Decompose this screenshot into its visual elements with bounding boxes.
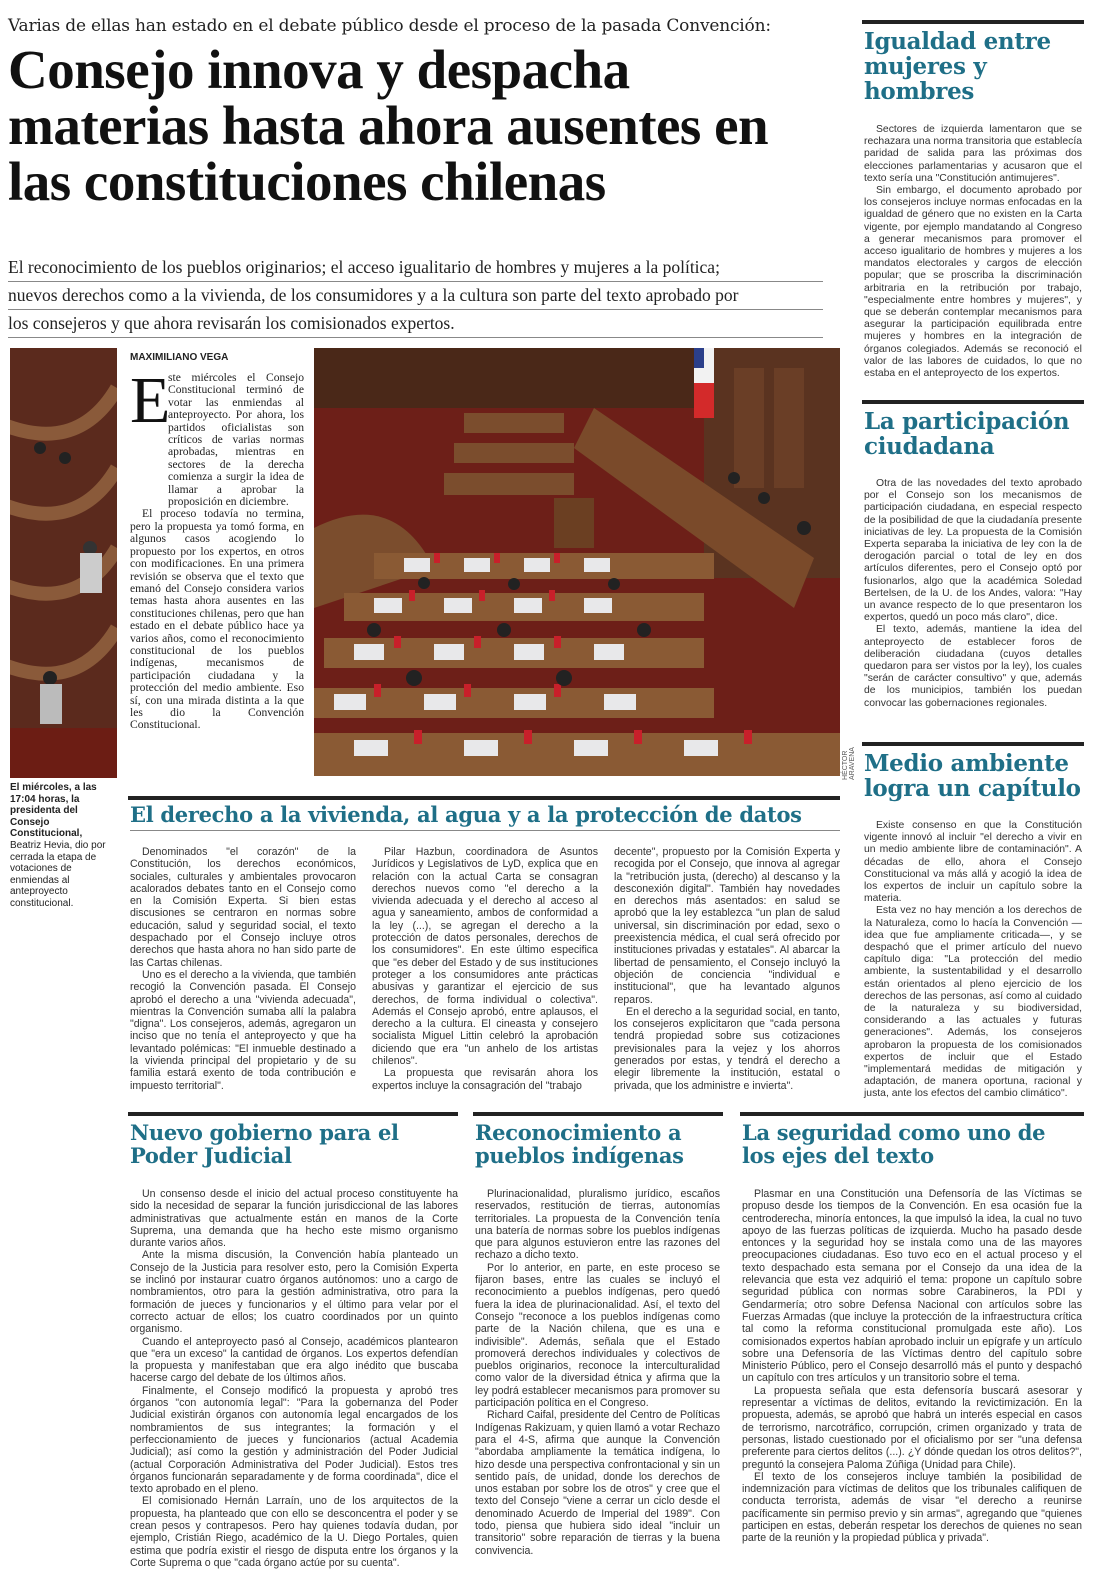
byline: MAXIMILIANO VEGA [130,352,229,363]
lead-paragraph-1: ste miércoles el Consejo Constitucional terminó de votar las enmiendas al anteproyecto. Por ahora, los partidos oficialistas son críticos de varias normas aprobadas, mientras en sectores de la derecha comienza a surgir la idea de llamar a aprobar la proposición en diciembre. [168,371,304,509]
paragraph: Ante la misma discusión, la Convención había planteado un Consejo de la Justicia para resolver esto, pero la Comisión Experta se inclinó por instaurar cuatro órganos autónomos: uno a cargo de nombramientos, otro para la gestión administrativa, otro para la formación de jueces y funcionarios y el último para velar por el correcto actuar de ellos; los cuatro coordinados por un quinto organismo. [130,1249,458,1336]
dek-line: los consejeros y que ahora revisarán los comisionados expertos. [8,310,823,338]
indigenas-body [475,1188,720,1557]
sidebar-title-igualdad: Igualdad entre mujeres y hombres [864,28,1051,105]
sidebar-rule [862,400,1084,404]
sidebar-body-medio-ambiente [864,820,1082,1101]
sidebar-title-medio-ambiente: Medio ambiente logra un capítulo [864,750,1081,802]
chamber-illustration [314,348,840,776]
sidebar-title-participacion: La participación ciudadana [864,408,1070,460]
paragraph: El texto, además, mantiene la idea del anteproyecto de establecer foros de deliberación ciudadana (cuyos detalles quedaron para ser vistos por la ley), los cuales "serán de carácter consultivo" y que, además de los municipios, también los puedan convocar las gobernaciones regionales. [864,624,1082,709]
paragraph: Un consenso desde el inicio del actual proceso constituyente ha sido la necesidad de separar la función jurisdiccional de las labores administrativas que actualmente están en manos de la Corte Suprema, una demanda que ha hecho este mismo organismo durante varios años. [130,1188,458,1250]
paragraph: Existe consenso en que la Constitución vigente innovó al incluir "el derecho a vivir en un medio ambiente libre de contaminación". A décadas de ello, ahora el Consejo Constitucional va más allá y acogió la idea de los expertos de incluir un capítulo sobre la materia. [864,820,1082,905]
caption-bold: El miércoles, a las 17:04 horas, la presidenta del Consejo Constitucional, [10,782,97,840]
caption-text: Beatriz Hevia, dio por cerrada la etapa de votaciones de enmiendas al anteproyecto constitucional. [10,839,106,909]
section-title-indigenas: Reconocimiento a pueblos indígenas [475,1120,684,1168]
paragraph: Otra de las novedades del texto aprobado por el Consejo son los mecanismos de participación ciudadana, en especial respecto de la posibilidad de que la ciudadanía presente iniciativas de ley. La propuesta de la Comisión Experta separaba la iniciativa de ley con la de derogación parcial o total de ley en dos artículos diferentes, pero el Consejo optó por fusionarlos, algo que la académica Soledad Bertelsen, de la U. de los Andes, valora: "Hay un avance respecto de lo que presentaron los expertos, quedó un poco más claro", dice. [864,478,1082,624]
paragraph: Finalmente, el Consejo modificó la propuesta y aprobó tres órganos "con autonomía legal": "Para la gobernanza del Poder Judicial existirán órganos con autonomía legal encargados de los nombramientos de sus integrantes; la formación y el perfeccionamiento de jueces y funcionarios (actual Academia Judicial); así como la gestión y administración del Poder Judicial (actual Corporación Administrativa del Poder Judicial). Estos tres órganos funcionarán separadamente y de forma coordinada", dice el texto aprobado en el pleno. [130,1384,458,1496]
paragraph: Esta vez no hay mención a los derechos de la Naturaleza, como lo hacía la Convención —idea que fue ampliamente criticada—, y se despachó que el primer artículo del nuevo capítulo diga: "La protección del medio ambiente, la sustentabilidad y el desarrollo están orientados al pleno ejercicio de los derechos de las personas, así como al cuidado de la naturaleza y su biodiversidad, considerando a las actuales y futuras generaciones". Además, los consejeros aprobaron la propuesta de los comisionados expertos de incluir que el Estado "implementará medidas de mitigación y adaptación, de manera oportuna, racional y justa, ante los efectos del cambio climático". [864,905,1082,1100]
paragraph: Denominados "el corazón" de la Constitución, los derechos económicos, sociales, culturales y ambientales provocaron acalorados debates tanto en el Consejo como en la Comisión Experta. Si bien estas discusiones se centraron en normas sobre educación, salud y seguridad social, el texto despachado por el Consejo incluye otros derechos que hasta ahora no han sido parte de las Cartas chilenas. [130,846,356,969]
section-title-judicial: Nuevo gobierno para el Poder Judicial [130,1120,399,1168]
council-chamber-photo [314,348,840,776]
sidebar-rule [862,20,1084,24]
section-rule [473,1112,723,1116]
sidebar-body-participacion [864,478,1082,710]
kicker: Varias de ellas han estado en el debate público desde el proceso de la pasada Convención: [8,16,771,36]
paragraph: Uno es el derecho a la vivienda, que también recogió la Convención pasada. El Consejo aprobó el derecho a una "vivienda adecuada", mientras la Convención sumaba allí la palabra "digna". Los consejeros, además, agregaron un inciso que no tenía el anteproyecto y que ha levantado polémicas: "El inmueble destinado a la vivienda principal del propietario y de su familia estará exento de toda contribución e impuesto territorial". [130,968,356,1092]
dropcap: E [130,364,171,437]
judicial-body [130,1188,458,1569]
dek [8,254,823,338]
sidebar-body-igualdad [864,124,1082,380]
hemicycle-photo-detail [10,348,117,778]
paragraph: Pilar Hazbun, coordinadora de Asuntos Jurídicos y Legislativos de LyD, explica que en relación con la actual Carta se consagran derechos nuevos como "el derecho a la vivienda adecuada y el derecho al acceso al agua y saneamiento, ambos de conformidad a la ley (...), se agregan el derecho a la protección de datos personales, derechos de los consumidores". En este último especifica que "es deber del Estado y de sus instituciones proteger a los consumidores ante prácticas abusivas y garantizar el ejercicio de sus derechos, de forma individual o colectiva". Además el Consejo aprobó, entre aplausos, el derecho a la cultura. El cineasta y consejero socialista Miguel Littin celebró la aprobación diciendo que era "un anhelo de los artistas chilenos". [372,846,598,1068]
paragraph: Plasmar en una Constitución una Defensoría de las Víctimas se propuso desde los tiempos de la Convención. En esa ocasión fue la centroderecha, minoría entonces, la que impulsó la idea, la cual no tuvo apoyo de las fuerzas políticas de izquierda. Mucho ha pasado desde entonces y la seguridad hoy se instala como una de las mayores preocupaciones ciudadanas. Eso tuvo eco en el actual proceso y el texto despachado esta semana por el Consejo da una idea de la relevancia que esta vez adquirió el tema: propone un capítulo sobre seguridad pública con normas sobre Carabineros, la PDI y Gendarmería; otro sobre Defensa Nacional con artículos sobre las Fuerzas Armadas (que incluye la protección de la infraestructura crítica tal como la reforma constitucional promulgada este año). Los comisionados expertos habían aprobado incluir un epígrafe y un artículo sobre una Defensoría de las Víctimas dentro del capítulo sobre Ministerio Público, pero el Consejo desarrolló más el punto y despachó un capítulo con tres artículos y un transitorio sobre el tema. [742,1188,1082,1385]
paragraph: Por lo anterior, en parte, en este proceso se fijaron bases, entre las cuales se incluyó el reconocimiento a pueblos indígenas, pero quedó fuera la idea de plurinacionalidad. Así, el texto del Consejo "reconoce a los pueblos indígenas como parte de la Nación chilena, que es una e indivisible". Además, señala que el Estado promoverá derechos individuales y colectivos de pueblos originarios, reconoce la interculturalidad como valor de la diversidad étnica y afirma que la ley podrá establecer mecanismos para promover su participación política en el Congreso. [475,1261,720,1410]
paragraph: Sin embargo, el documento aprobado por los consejeros incluye normas enfocadas en la igualdad de género que no existen en la Carta vigente, por ejemplo mandatando al Congreso a generar mecanismos para promover el acceso igualitario de hombres y mujeres a los mandatos electorales y cargos de elección popular; que se proscriba la discriminación arbitraria en la retribución por trabajo, "especialmente entre hombres y mujeres", y que se deberán contemplar mecanismos para asegurar la participación equilibrada entre mujeres y hombres en la integración de órganos colegiados. Además se reconoció el valor de las labores de cuidados, lo que no estaba en el anteproyecto de los expertos. [864,185,1082,380]
section-rule [128,1112,458,1116]
vivienda-col-3 [614,846,840,1092]
title-underline [130,830,840,831]
chamber-seats-illustration [10,348,117,778]
paragraph: El comisionado Hernán Larraín, uno de los arquitectos de la propuesta, ha planteado que con ello se desconcentra el poder y se crean pesos y contrapesos. Pero hay quienes todavía dudan, por ejemplo, Cristián Riego, académico de la U. Diego Portales, quien estima que podría existir el riesgo de disputa entre los órganos y la Corte Suprema o que "cada órgano actúe por su cuenta". [130,1495,458,1569]
section-title-seguridad: La seguridad como uno de los ejes del texto [742,1120,1046,1168]
section-title-vivienda: El derecho a la vivienda, al agua y a la protección de datos [130,802,802,827]
dek-line: El reconocimiento de los pueblos originarios; el acceso igualitario de hombres y mujeres a la política; [8,254,823,282]
lead-text [130,364,304,732]
paragraph: La propuesta que revisarán ahora los expertos incluye la consagración del "trabajo [372,1067,598,1092]
paragraph: Cuando el anteproyecto pasó al Consejo, académicos plantearon que "era un exceso" la cantidad de órganos. Los expertos defendían la propuesta y manifestaban que era algo inédito que buscaba hacerse cargo del debate de los últimos años. [130,1335,458,1385]
seguridad-body [742,1188,1082,1545]
paragraph: La propuesta señala que esta defensoría buscará asesorar y representar a víctimas de delitos, evitando la revictimización. En la propuesta, además, se aprobó que habrá un interés especial en casos de terrorismo, narcotráfico, corrupción, crimen organizado y trata de personas, listado cuestionado por el oficialismo por ser "una defensa preferente para ciertos delitos (...). ¿Y dónde quedan los otros delitos?", preguntó la consejera Paloma Zúñiga (Unidad para Chile). [742,1384,1082,1471]
photo-credit: HÉCTOR ARAVENA [842,747,856,780]
paragraph: En el derecho a la seguridad social, en tanto, los consejeros explicitaron que "cada persona tendrá propiedad sobre sus cotizaciones previsionales para la vejez y los ahorros generados por estas, y tendrá el derecho a elegir libremente la institución, estatal o privada, que los administre e invierta". [614,1005,840,1092]
section-rule [740,1112,1084,1116]
section-rule [128,796,840,800]
paragraph: El texto de los consejeros incluye también la posibilidad de indemnización para víctimas de delitos que los tribunales califiquen de conducta terrorista, además de visar "el derecho a reunirse pacíficamente sin permiso previo y sin armas", agregando que "quienes participen en estas, deberán respetar los derechos de quienes no sean parte de la reunión y la propiedad pública y privada". [742,1470,1082,1545]
paragraph: Plurinacionalidad, pluralismo jurídico, escaños reservados, restitución de tierras, autonomías territoriales. La propuesta de la Convención tenía una batería de normas sobre los pueblos indígenas que para algunos estuvieron entre las razones del rechazo a dicho texto. [475,1188,720,1262]
dek-line: nuevos derechos como a la vivienda, de los consumidores y a la cultura son parte del texto aprobado por [8,282,823,310]
photo-caption [10,782,108,910]
vivienda-col-1 [130,846,356,1092]
sidebar-rule [862,742,1084,746]
paragraph: Richard Caifal, presidente del Centro de Políticas Indígenas Rakizuam, y quien llamó a votar Rechazo para el 4-S, afirma que aunque la Convención "abordaba ampliamente la temática indígena, lo hizo desde una perspectiva confrontacional y sin un sentido país, de unidad, donde los derechos de unos estaban por sobre los de otros" y cree que el texto del Consejo "viene a cerrar un ciclo desde el denominado Acuerdo de Imperial del 1989". Con todo, piensa que hubiera sido ideal "incluir un transitorio" sobre reparación de tierras y la buena convivencia. [475,1409,720,1557]
vivienda-col-2 [372,846,598,1092]
headline: Consejo innova y despacha materias hasta ahora ausentes en las constituciones chilenas [8,39,769,212]
paragraph: decente", propuesto por la Comisión Experta y recogida por el Consejo, que innova al agregar la "retribución justa, (derecho) al descanso y la desconexión digital". También hay novedades en derechos más asentados: en salud se aprobó que la ley establezca "un plan de salud universal, sin discriminación por edad, sexo o preexistencia médica, el cual será ofrecido por instituciones privadas y estatales". Al abarcar la libertad de pensamiento, el Consejo incluyó la objeción de conciencia "individual e institucional", que ha levantado algunos reparos. [614,846,840,1006]
lead-paragraph-2: El proceso todavía no termina, pero la propuesta ya tomó forma, en algunos casos acogiendo lo propuesto por los expertos, en otros con modificaciones. En una primera revisión se observa que el texto que emanó del Consejo considera varios temas hasta ahora ausentes en las constituciones chilenas, pero que han estado en el debate público hace ya varios años, como el reconocimiento constitucional de los pueblos indígenas, mecanismos de participación ciudadana y la protección del medio ambiente. Eso sí, con una mirada distinta a la que les dio la Convención Constitucional. [130,507,304,732]
paragraph: Sectores de izquierda lamentaron que se rechazara una norma transitoria que establecía paridad de salida para las próximas dos elecciones parlamentarias y acusaron que el texto sería una "Constitución antimujeres". [864,124,1082,184]
